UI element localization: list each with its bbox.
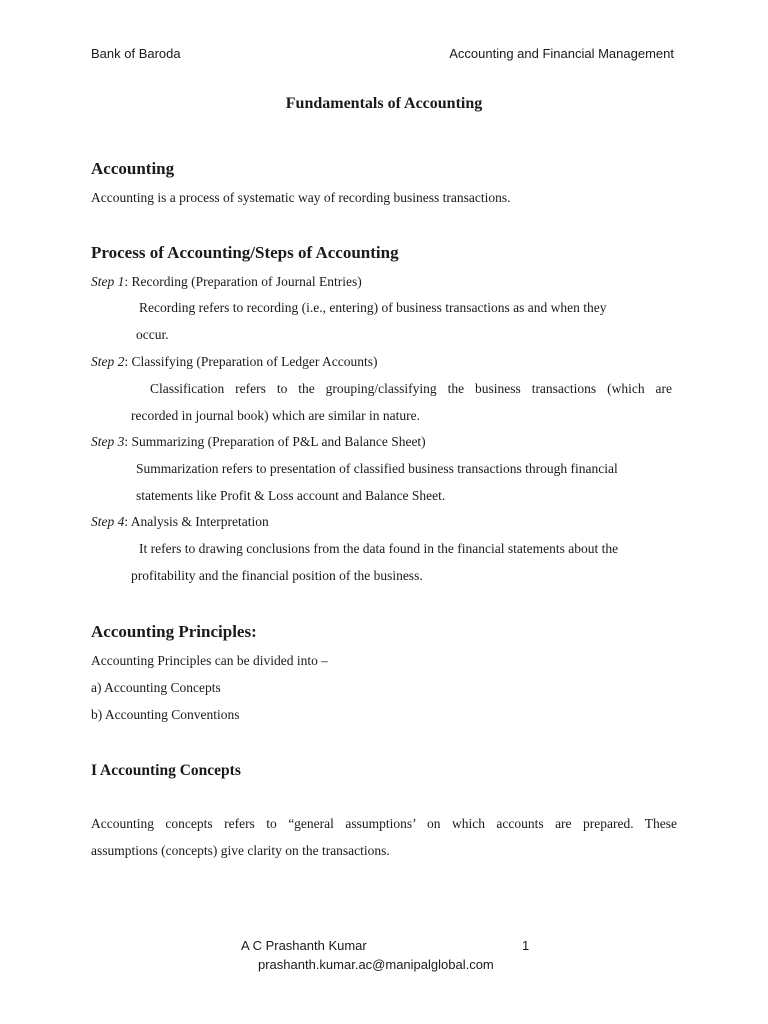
principles-item-b: b) Accounting Conventions (91, 707, 240, 722)
step-2-desc-line1: Classification refers to the grouping/classifying the business transactions (which are (150, 381, 672, 396)
step-1-title: Recording (Preparation of Journal Entries) (131, 274, 362, 289)
step-3-line: Step 3: Summarizing (Preparation of P&L and Balance Sheet) (91, 434, 426, 449)
step-3-label: Step 3 (91, 434, 125, 449)
header-left: Bank of Baroda (91, 46, 181, 61)
step-3-desc-line2: statements like Profit & Loss account and Balance Sheet. (136, 488, 446, 503)
step-4-desc-line2: profitability and the financial position of the business. (131, 568, 423, 583)
step-4-desc-line1: It refers to drawing conclusions from the data found in the financial statements about the (139, 541, 619, 556)
step-1-label: Step 1 (91, 274, 125, 289)
step-4-title: Analysis & Interpretation (130, 514, 269, 529)
step-2-line: Step 2: Classifying (Preparation of Ledger Accounts) (91, 354, 378, 369)
footer-email: prashanth.kumar.ac@manipalglobal.com (258, 957, 494, 972)
principles-item-a: a) Accounting Concepts (91, 680, 221, 695)
step-2-desc-line2: recorded in journal book) which are similar in nature. (131, 408, 421, 423)
principles-heading: Accounting Principles: (91, 622, 257, 641)
accounting-text: Accounting is a process of systematic way of recording business transactions. (91, 190, 511, 205)
step-4-line: Step 4: Analysis & Interpretation (91, 514, 269, 529)
concepts-heading: I Accounting Concepts (91, 762, 241, 779)
footer-author: A C Prashanth Kumar (241, 938, 367, 953)
step-1-desc-line1: Recording refers to recording (i.e., entering) of business transactions as and when they (139, 300, 607, 315)
step-3-desc-line1: Summarization refers to presentation of classified business transactions through financial (136, 461, 618, 476)
step-4-label: Step 4 (91, 514, 125, 529)
accounting-heading: Accounting (91, 159, 175, 178)
page-title: Fundamentals of Accounting (285, 95, 483, 112)
footer-page-number: 1 (522, 938, 530, 953)
step-2-title: Classifying (Preparation of Ledger Accounts) (131, 354, 378, 369)
concepts-line1: Accounting concepts refers to “general assumptions’ on which accounts are prepared. These (91, 816, 677, 831)
principles-intro: Accounting Principles can be divided into – (91, 653, 328, 668)
header-right: Accounting and Financial Management (449, 46, 674, 61)
step-3-title: Summarizing (Preparation of P&L and Balance Sheet) (131, 434, 426, 449)
process-heading: Process of Accounting/Steps of Accounting (91, 243, 399, 262)
step-1-desc-line2: occur. (136, 327, 169, 342)
step-1-line: Step 1: Recording (Preparation of Journal Entries) (91, 274, 362, 289)
step-2-label: Step 2 (91, 354, 125, 369)
concepts-line2: assumptions (concepts) give clarity on the transactions. (91, 843, 390, 858)
